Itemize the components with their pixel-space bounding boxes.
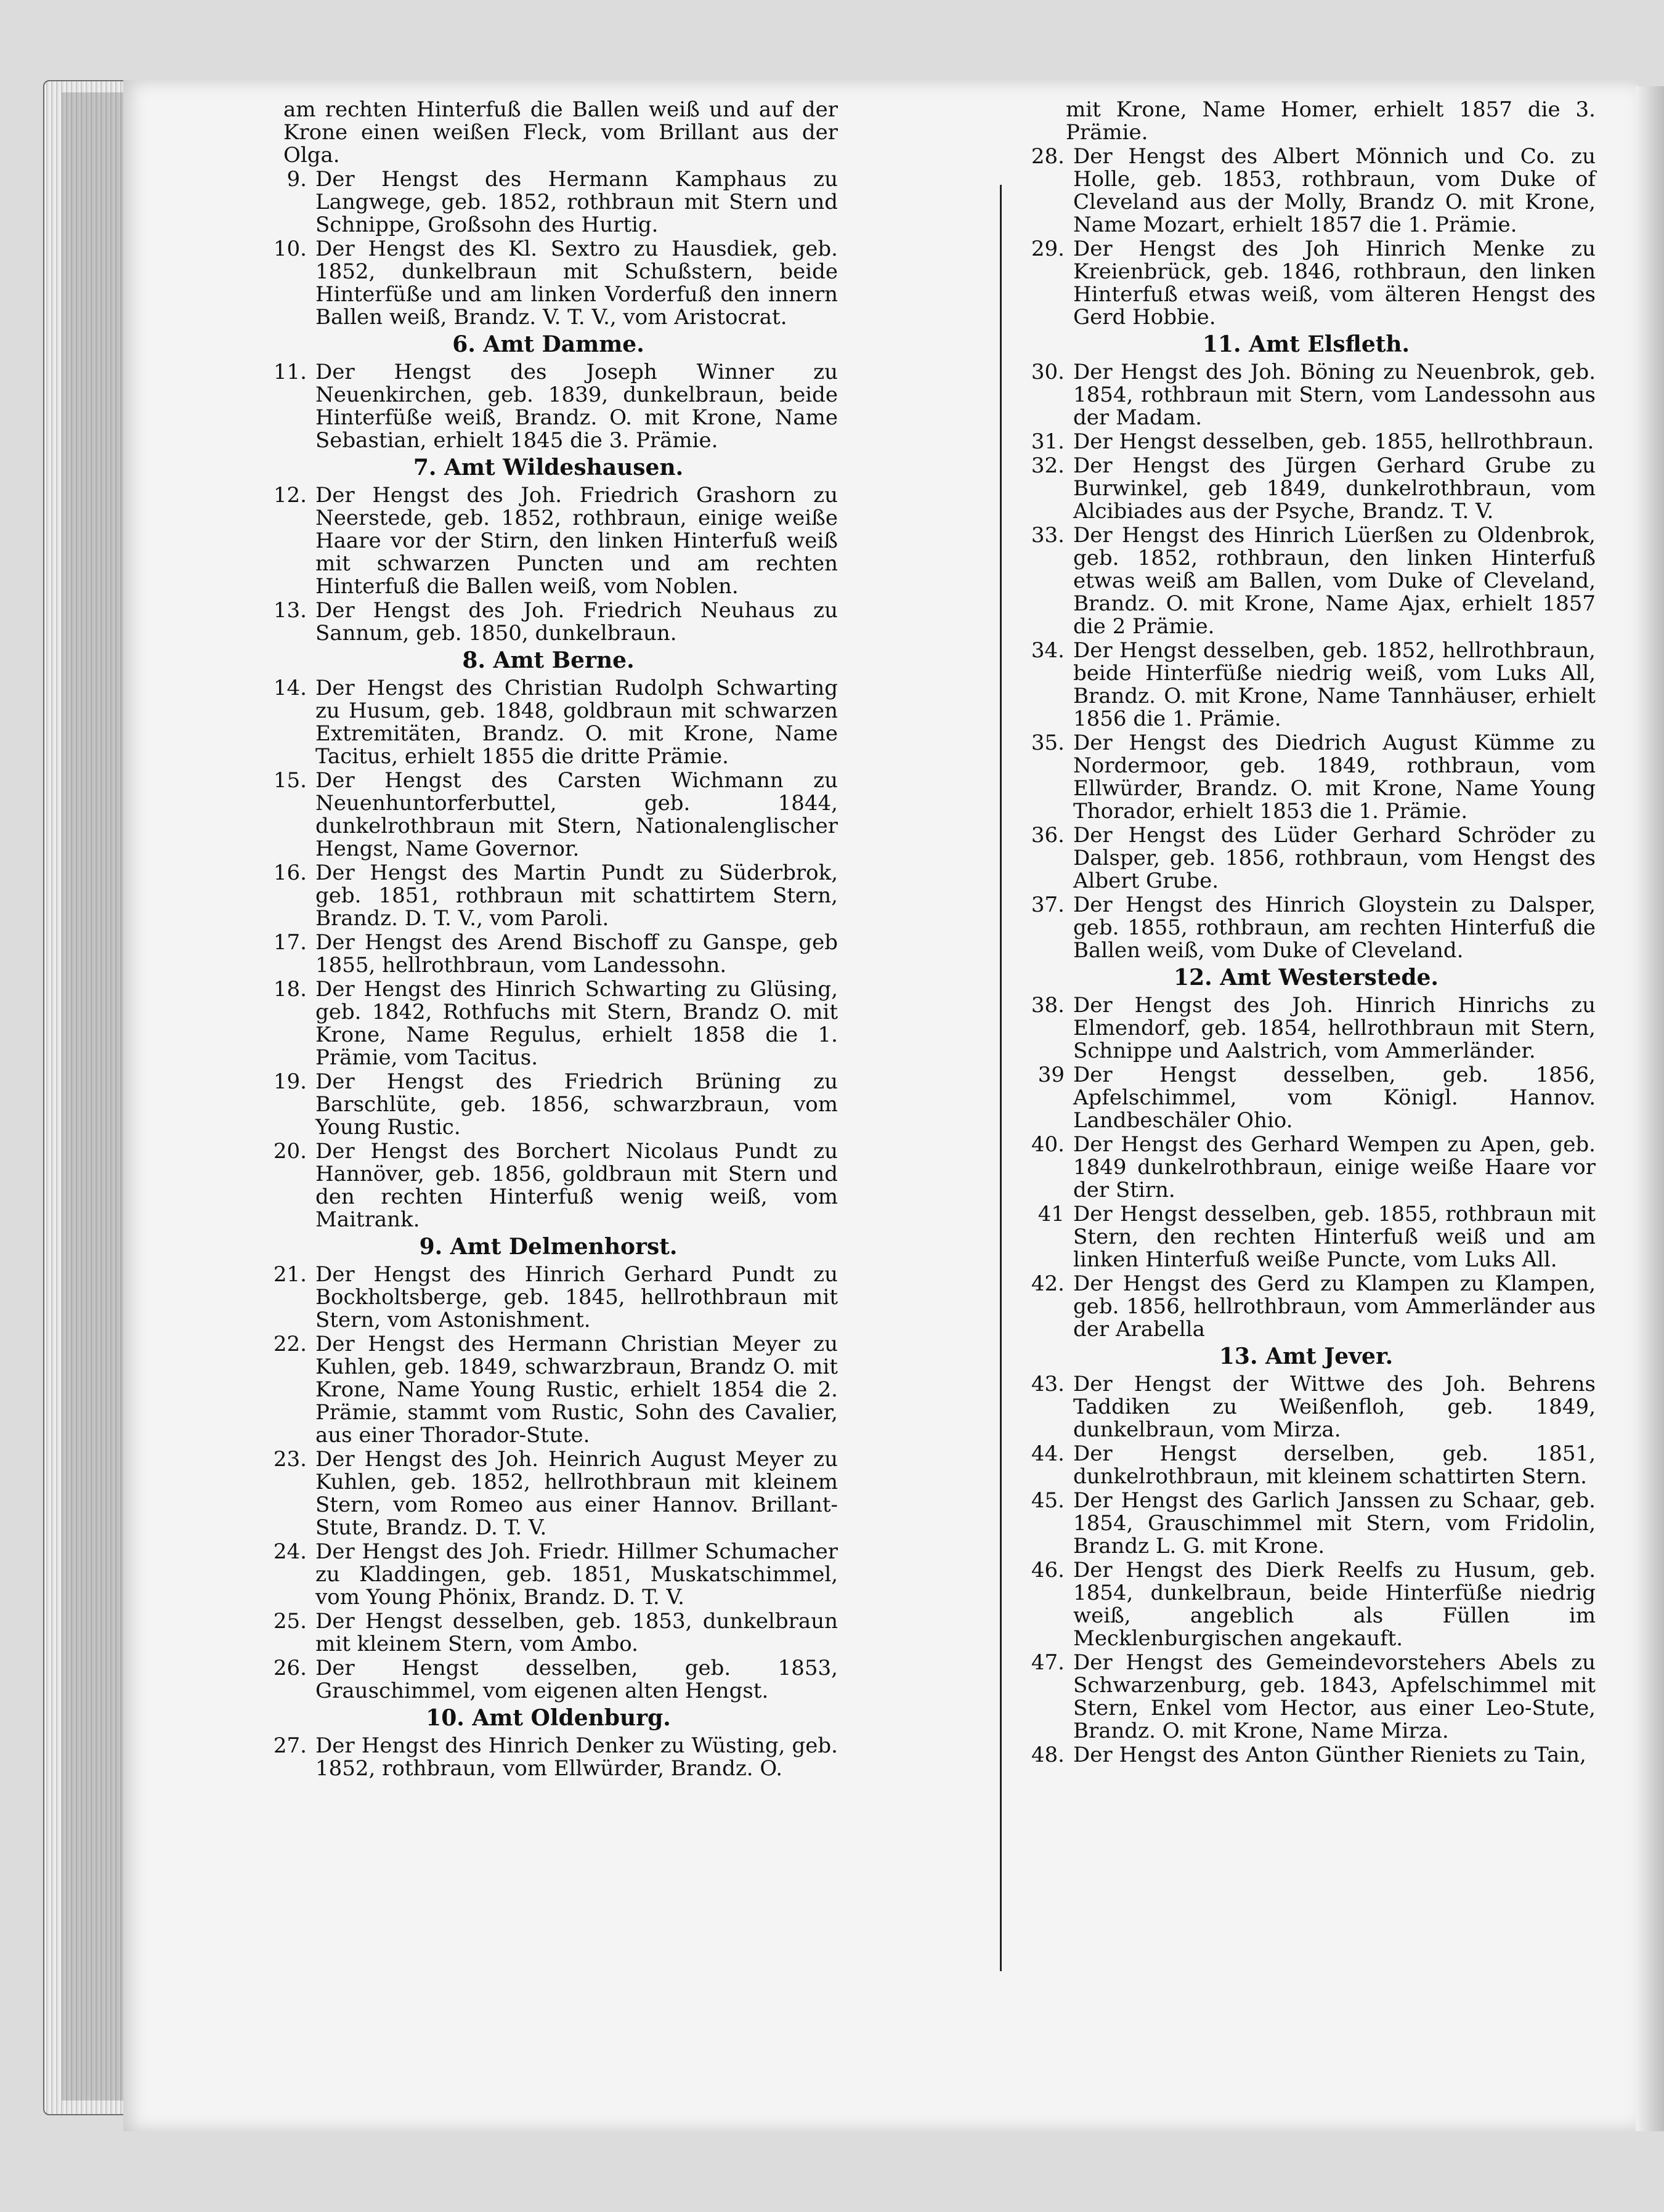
- entry-number: 9.: [286, 167, 307, 192]
- entry-text: Der Hengst des Garlich Janssen zu Schaar, geb. 1854, Grauschimmel mit Stern, vom Fridolin, Brandz L. G. mit Krone.: [1073, 1488, 1596, 1558]
- entry: [259, 769, 838, 861]
- entry-text: Der Hengst des Joh. Friedrich Neuhaus zu Sannum, geb. 1850, dunkelbraun.: [315, 598, 838, 646]
- entry: [1017, 1489, 1596, 1558]
- entry: [1017, 1443, 1596, 1488]
- right-column: [1017, 99, 1596, 1768]
- entry: [1017, 994, 1596, 1063]
- entry-text: Der Hengst des Jürgen Gerhard Grube zu Burwinkel, geb 1849, dunkelrothbraun, vom Alcibiades aus der Psyche, Brandz. T. V.: [1073, 453, 1596, 524]
- entry-number: 34.: [1031, 638, 1065, 663]
- facing-page-edge: [1636, 86, 1664, 2131]
- entry: [1017, 361, 1596, 429]
- entry-number: 38.: [1031, 993, 1065, 1018]
- entry: [259, 238, 838, 329]
- entry-number: 29.: [1031, 237, 1065, 261]
- entry: [1017, 1559, 1596, 1650]
- entry-number: 33.: [1031, 523, 1065, 548]
- entry-text: Der Hengst des Kl. Sextro zu Hausdiek, geb. 1852, dunkelbraun mit Schußstern, beide Hinterfüße und am linken Vorderfuß den innern Ballen weiß, Brandz. V. T. V., vom Aristocrat.: [315, 237, 838, 330]
- entry: [1017, 524, 1596, 638]
- heading-amt-berne: 8. Amt Berne.: [462, 647, 635, 673]
- entry-text: Der Hengst des Joseph Winner zu Neuenkirchen, geb. 1839, dunkelbraun, beide Hinterfüße weiß, Brandz. O. mit Krone, Name Sebastian, erhielt 1845 die 3. Prämie.: [315, 360, 838, 453]
- entry: [1017, 1373, 1596, 1441]
- right-entries-d: [1017, 1373, 1596, 1767]
- entry: [259, 168, 838, 237]
- entry-text: Der Hengst des Joh. Hinrich Hinrichs zu Elmendorf, geb. 1854, hellrothbraun mit Stern, Schnippe und Aalstrich, vom Ammerländer.: [1073, 993, 1596, 1063]
- entry-text: Der Hengst desselben, geb. 1855, hellrothbraun.: [1073, 429, 1594, 454]
- left-intro: am rechten Hinterfuß die Ballen weiß und auf der Krone einen weißen Fleck, vom Brillant aus der Olga.: [283, 97, 838, 168]
- entry: [259, 1448, 838, 1539]
- entry-number: 23.: [273, 1447, 307, 1472]
- entry-number: 46.: [1031, 1558, 1065, 1582]
- entry: [259, 1140, 838, 1231]
- entry-number: 44.: [1031, 1441, 1065, 1466]
- entry: [1017, 732, 1596, 823]
- entry: [259, 1333, 838, 1447]
- entry: [1017, 238, 1596, 329]
- entry: [1017, 894, 1596, 962]
- entry-text: Der Hengst des Joh Hinrich Menke zu Kreienbrück, geb. 1846, rothbraun, den linken Hinterfuß etwas weiß, vom älteren Hengst des Gerd Hobbie.: [1073, 237, 1596, 330]
- heading-amt-westerstede: 12. Amt Westerstede.: [1174, 965, 1439, 991]
- column-divider: [1000, 185, 1002, 1971]
- entry-text: Der Hengst desselben, geb. 1856, Apfelschimmel, vom Königl. Hannov. Landbeschäler Ohio.: [1073, 1063, 1596, 1133]
- entry-number: 48.: [1031, 1743, 1065, 1767]
- entry: [1017, 145, 1596, 237]
- entry-number: 26.: [273, 1656, 307, 1680]
- left-entries-a: [259, 168, 838, 329]
- entry: [1017, 824, 1596, 893]
- entry-number: 39: [1037, 1063, 1065, 1087]
- entry-text: Der Hengst des Christian Rudolph Schwarting zu Husum, geb. 1848, goldbraun mit schwarzen Extremitäten, Brandz. O. mit Krone, Name Tacitus, erhielt 1855 die dritte Prämie.: [315, 676, 838, 769]
- entry: [1017, 1651, 1596, 1743]
- entry-text: Der Hengst desselben, geb. 1855, rothbraun mit Stern, den rechten Hinterfuß weiß und am linken Hinterfuß weiße Puncte, vom Luks All.: [1073, 1202, 1596, 1272]
- entry: [1017, 1203, 1596, 1271]
- entry-text: Der Hengst des Joh. Friedr. Hillmer Schumacher zu Kladdingen, geb. 1851, Muskatschimmel, vom Young Phönix, Brandz. D. T. V.: [315, 1539, 838, 1610]
- entry-text: Der Hengst des Hinrich Schwarting zu Glüsing, geb. 1842, Rothfuchs mit Stern, Brandz O. mit Krone, Name Regulus, erhielt 1858 die 1. Prämie, vom Tacitus.: [315, 977, 838, 1070]
- right-entries-c: [1017, 994, 1596, 1341]
- entry-number: 37.: [1031, 893, 1065, 917]
- entry-number: 42.: [1031, 1271, 1065, 1296]
- entry-text: Der Hengst des Hinrich Denker zu Wüsting, geb. 1852, rothbraun, vom Ellwürder, Brandz. O.: [315, 1733, 838, 1781]
- entry-number: 47.: [1031, 1650, 1065, 1675]
- heading-amt-oldenburg: 10. Amt Oldenburg.: [426, 1705, 671, 1731]
- entry-text: Der Hengst desselben, geb. 1853, dunkelbraun mit kleinem Stern, vom Ambo.: [315, 1609, 838, 1656]
- entry-number: 31.: [1031, 429, 1065, 454]
- entry-number: 17.: [273, 930, 307, 955]
- heading-amt-damme: 6. Amt Damme.: [452, 331, 644, 357]
- entry-number: 11.: [273, 360, 307, 384]
- entry-number: 12.: [273, 483, 307, 508]
- entry-number: 45.: [1031, 1488, 1065, 1513]
- entry: [1017, 1273, 1596, 1341]
- heading-amt-elsfleth: 11. Amt Elsfleth.: [1202, 331, 1410, 357]
- entry-number: 14.: [273, 676, 307, 700]
- entry: [259, 1263, 838, 1332]
- entry-number: 19.: [273, 1069, 307, 1094]
- entry-text: Der Hengst des Arend Bischoff zu Ganspe, geb 1855, hellrothbraun, vom Landessohn.: [315, 930, 838, 978]
- left-entries-c: [259, 484, 838, 645]
- entry-text: Der Hengst des Carsten Wichmann zu Neuenhuntorferbuttel, geb. 1844, dunkelrothbraun mit Stern, Nationalenglischer Hengst, Name Governor.: [315, 768, 838, 861]
- entry-text: Der Hengst des Hinrich Lüerßen zu Oldenbrok, geb. 1852, rothbraun, den linken Hinterfuß etwas weiß am Ballen, vom Duke of Cleveland, Brandz. O. mit Krone, Name Ajax, erhielt 1857 die 2 Prämie.: [1073, 523, 1596, 639]
- right-entries-b: [1017, 361, 1596, 962]
- entry-text: Der Hengst des Friedrich Brüning zu Barschlüte, geb. 1856, schwarzbraun, vom Young Rustic.: [315, 1069, 838, 1140]
- entry: [259, 1610, 838, 1656]
- entry: [1017, 1744, 1596, 1767]
- heading-amt-delmenhorst: 9. Amt Delmenhorst.: [419, 1234, 678, 1260]
- entry-text: Der Hengst des Hinrich Gloystein zu Dalsper, geb. 1855, rothbraun, am rechten Hinterfuß die Ballen weiß, vom Duke of Cleveland.: [1073, 893, 1596, 963]
- entry-text: Der Hengst des Joh. Böning zu Neuenbrok, geb. 1854, rothbraun mit Stern, vom Landessohn aus der Madam.: [1073, 360, 1596, 430]
- entry-number: 28.: [1031, 144, 1065, 169]
- entry-number: 30.: [1031, 360, 1065, 384]
- entry: [259, 978, 838, 1069]
- entry-text: Der Hengst des Anton Günther Rieniets zu Tain,: [1073, 1743, 1586, 1767]
- entry-text: Der Hengst des Lüder Gerhard Schröder zu Dalsper, geb. 1856, rothbraun, vom Hengst des Albert Grube.: [1073, 823, 1596, 893]
- entry-number: 21.: [273, 1262, 307, 1287]
- left-entries-b: [259, 361, 838, 452]
- entry-text: Der Hengst des Dierk Reelfs zu Husum, geb. 1854, dunkelbraun, beide Hinterfüße niedrig weiß, angeblich als Füllen im Mecklenburgischen angekauft.: [1073, 1558, 1596, 1651]
- entry-number: 20.: [273, 1139, 307, 1164]
- entry: [259, 599, 838, 645]
- entry-text: Der Hengst des Martin Pundt zu Süderbrok, geb. 1851, rothbraun mit schattirtem Stern, Brandz. D. T. V., vom Paroli.: [315, 861, 838, 931]
- entry-text: Der Hengst des Joh. Heinrich August Meyer zu Kuhlen, geb. 1852, hellrothbraun mit kleinem Stern, vom Romeo aus einer Hannov. Brillant-Stute, Brandz. D. T. V.: [315, 1447, 838, 1540]
- entry-text: Der Hengst des Albert Mönnich und Co. zu Holle, geb. 1853, rothbraun, vom Duke of Cleveland aus der Molly, Brandz O. mit Krone, Name Mozart, erhielt 1857 die 1. Prämie.: [1073, 144, 1596, 237]
- left-column: [259, 99, 838, 1781]
- entry-number: 32.: [1031, 453, 1065, 478]
- entry-number: 22.: [273, 1332, 307, 1356]
- left-entries-d: [259, 677, 838, 1231]
- entry-number: 27.: [273, 1733, 307, 1758]
- entry-number: 16.: [273, 861, 307, 885]
- entry: [259, 484, 838, 598]
- entry-number: 40.: [1031, 1132, 1065, 1157]
- entry-number: 35.: [1031, 731, 1065, 755]
- entry: [259, 677, 838, 768]
- heading-amt-wildeshausen: 7. Amt Wildeshausen.: [413, 455, 684, 480]
- entry: [1017, 1133, 1596, 1202]
- entry-text: Der Hengst des Hinrich Gerhard Pundt zu Bockholtsberge, geb. 1845, hellrothbraun mit Stern, vom Astonishment.: [315, 1262, 838, 1332]
- entry: [259, 931, 838, 977]
- entry-number: 43.: [1031, 1372, 1065, 1396]
- entry: [259, 1657, 838, 1703]
- entry: [259, 1735, 838, 1780]
- entry-number: 10.: [273, 237, 307, 261]
- entry-text: Der Hengst desselben, geb. 1852, hellrothbraun, beide Hinterfüße niedrig weiß, vom Luks All, Brandz. O. mit Krone, Name Tannhäuser, erhielt 1856 die 1. Prämie.: [1073, 638, 1596, 731]
- entry-text: Der Hengst des Gerd zu Klampen zu Klampen, geb. 1856, hellrothbraun, vom Ammerländer aus der Arabella: [1073, 1271, 1596, 1342]
- entry-text: Der Hengst derselben, geb. 1851, dunkelrothbraun, mit kleinem schattirten Stern.: [1073, 1441, 1596, 1489]
- entry-number: 25.: [273, 1609, 307, 1634]
- entry: [259, 361, 838, 452]
- book-cover-shadow: [62, 92, 123, 2101]
- entry-number: 41: [1037, 1202, 1065, 1226]
- heading-amt-jever: 13. Amt Jever.: [1219, 1343, 1394, 1369]
- entry-text: Der Hengst des Borchert Nicolaus Pundt zu Hannöver, geb. 1856, goldbraun mit Stern und den rechten Hinterfuß wenig weiß, vom Maitrank.: [315, 1139, 838, 1232]
- entry-number: 13.: [273, 598, 307, 623]
- entry: [1017, 1064, 1596, 1132]
- entry-text: Der Hengst des Hermann Kamphaus zu Langwege, geb. 1852, rothbraun mit Stern und Schnippe, Großsohn des Hurtig.: [315, 167, 838, 237]
- entry: [259, 862, 838, 930]
- entry-text: Der Hengst des Hermann Christian Meyer zu Kuhlen, geb. 1849, schwarzbraun, Brandz O. mit Krone, Name Young Rustic, erhielt 1854 die 2. Prämie, stammt vom Rustic, Sohn des Cavalier, aus einer Thorador-Stute.: [315, 1332, 838, 1448]
- entry-text: Der Hengst des Diedrich August Kümme zu Nordermoor, geb. 1849, rothbraun, vom Ellwürder, Brandz. O. mit Krone, Name Young Thorador, erhielt 1853 die 1. Prämie.: [1073, 731, 1596, 824]
- entry: [259, 1541, 838, 1609]
- entry-number: 24.: [273, 1539, 307, 1564]
- entry-text: Der Hengst des Joh. Friedrich Grashorn zu Neerstede, geb. 1852, rothbraun, einige weiße Haare vor der Stirn, den linken Hinterfuß weiß mit schwarzen Puncten und am rechten Hinterfuß die Ballen weiß, vom Noblen.: [315, 483, 838, 599]
- entry-text: Der Hengst des Gerhard Wempen zu Apen, geb. 1849 dunkelrothbraun, einige weiße Haare vor der Stirn.: [1073, 1132, 1596, 1202]
- entry-text: Der Hengst des Gemeindevorstehers Abels zu Schwarzenburg, geb. 1843, Apfelschimmel mit Stern, Enkel vom Hector, aus einer Leo-Stute, Brandz. O. mit Krone, Name Mirza.: [1073, 1650, 1596, 1743]
- left-entries-f: [259, 1735, 838, 1780]
- entry-text: Der Hengst desselben, geb. 1853, Grauschimmel, vom eigenen alten Hengst.: [315, 1656, 838, 1703]
- entry: [1017, 639, 1596, 731]
- entry-number: 15.: [273, 768, 307, 793]
- left-entries-e: [259, 1263, 838, 1703]
- entry-number: 18.: [273, 977, 307, 1002]
- entry: [1017, 431, 1596, 453]
- entry-number: 36.: [1031, 823, 1065, 848]
- right-entries-a: [1017, 145, 1596, 329]
- entry: [259, 1071, 838, 1139]
- right-intro: mit Krone, Name Homer, erhielt 1857 die 3. Prämie.: [1066, 97, 1596, 145]
- entry: [1017, 455, 1596, 523]
- entry-text: Der Hengst der Wittwe des Joh. Behrens Taddiken zu Weißenfloh, geb. 1849, dunkelbraun, vom Mirza.: [1073, 1372, 1596, 1442]
